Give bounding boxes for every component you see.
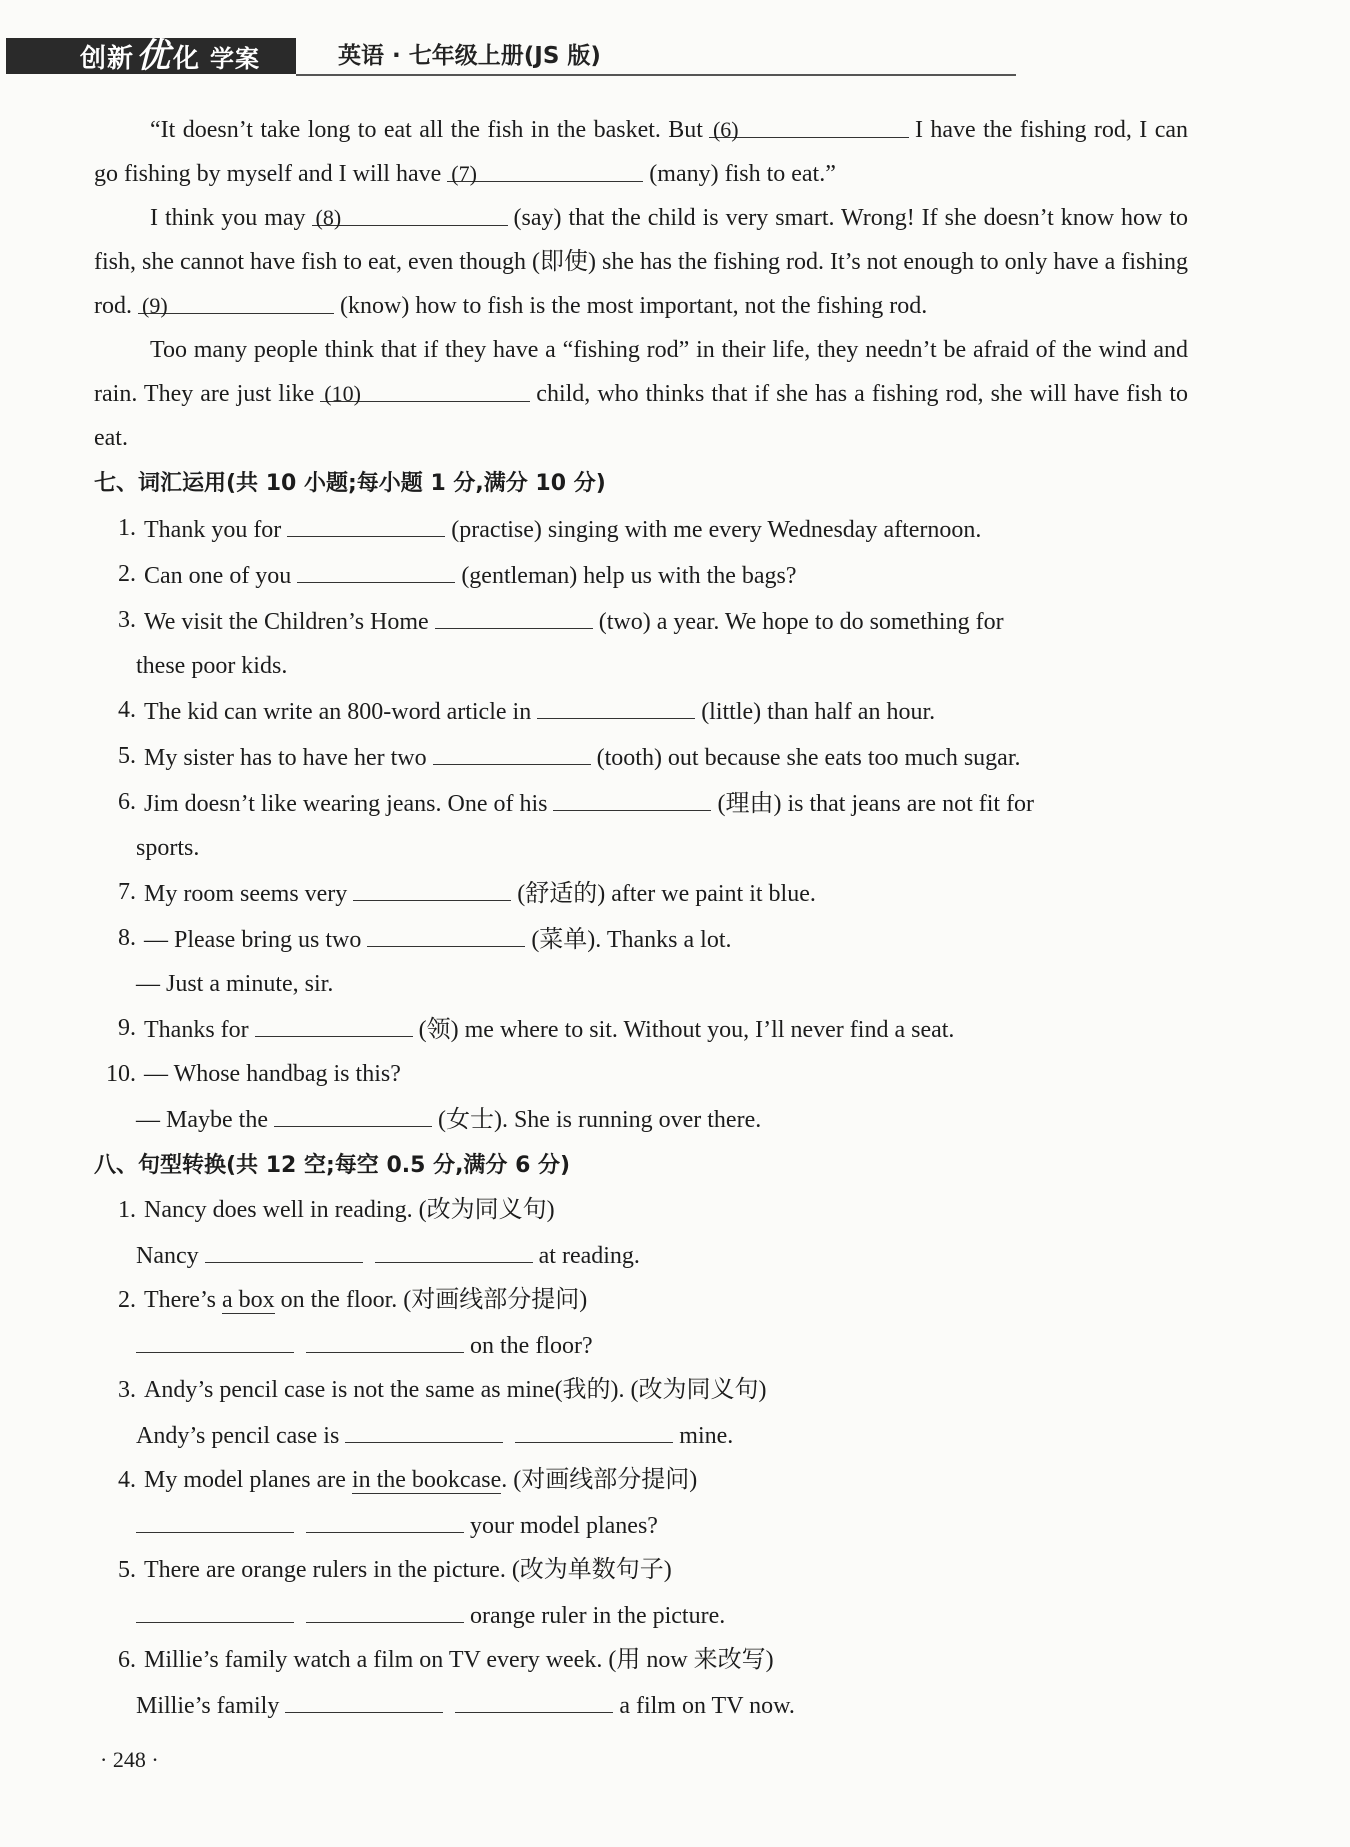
- answer-blank[interactable]: [255, 1006, 413, 1037]
- exercise-item: 5. There are orange rulers in the picture. (改为单数句子): [118, 1557, 672, 1583]
- answer-blank[interactable]: [345, 1412, 503, 1443]
- exercise-item: 3. We visit the Children’s Home (two) a year. We hope to do something for: [94, 598, 1188, 644]
- book-subject: 英语 · 七年级上册(JS 版): [338, 43, 601, 69]
- page-content: [94, 108, 1188, 1728]
- brand-text-b: 优: [136, 36, 172, 76]
- answer-line: on the floor?: [94, 1322, 1188, 1368]
- exercise-item-continued: — Maybe the (女士). She is running over there.: [94, 1096, 1188, 1142]
- answer-line: orange ruler in the picture.: [94, 1592, 1188, 1638]
- answer-line: Millie’s family a film on TV now.: [94, 1682, 1188, 1728]
- passage-paragraph: Too many people think that if they have a “fishing rod” in their life, they needn’t be afraid of the wind and rain. They are just like (10) child, who thinks that if she has a fishing rod, she will have fish to eat.: [94, 337, 1189, 451]
- exercise-item: 4. The kid can write an 800-word article in (little) than half an hour.: [94, 688, 1188, 734]
- answer-blank[interactable]: [285, 1682, 443, 1713]
- exercise-item-continued: sports.: [136, 835, 200, 861]
- brand-text-d: 学案: [210, 45, 261, 73]
- answer-blank[interactable]: [287, 506, 445, 537]
- answer-blank[interactable]: [455, 1682, 613, 1713]
- answer-blank[interactable]: [136, 1592, 294, 1623]
- answer-blank[interactable]: [375, 1232, 533, 1263]
- answer-blank[interactable]: [433, 734, 591, 765]
- passage-paragraph: I think you may (8) (say) that the child is very smart. Wrong! If she doesn’t know how to fish, she cannot have fish to eat, even though (即使) she has the fishing rod. It’s not enough to only have a fishing rod. (9) (know) how to fish is the most important, not the fishing rod.: [94, 196, 1188, 328]
- blank-7[interactable]: (7): [447, 152, 643, 182]
- answer-blank[interactable]: [136, 1502, 294, 1533]
- exercise-item: 2. Can one of you (gentleman) help us with the bags?: [94, 552, 1188, 598]
- exercise-item-continued: these poor kids.: [136, 653, 288, 679]
- answer-blank[interactable]: [136, 1322, 294, 1353]
- answer-blank[interactable]: [306, 1502, 464, 1533]
- exercise-item: 7. My room seems very (舒适的) after we paint it blue.: [94, 870, 1188, 916]
- exercise-item-continued: — Just a minute, sir.: [136, 971, 334, 997]
- blank-6[interactable]: (6): [709, 108, 909, 138]
- answer-blank[interactable]: [435, 598, 593, 629]
- exercise-item: 4. My model planes are in the bookcase. (对画线部分提问): [118, 1467, 698, 1493]
- section-title: 八、句型转换(共 12 空;每空 0.5 分,满分 6 分): [94, 1153, 571, 1178]
- blank-8[interactable]: (8): [312, 196, 508, 226]
- blank-10[interactable]: (10): [320, 372, 530, 402]
- exercise-item: 9. Thanks for (领) me where to sit. Without you, I’ll never find a seat.: [94, 1006, 1188, 1052]
- section-title: 七、词汇运用(共 10 小题;每小题 1 分,满分 10 分): [94, 471, 606, 496]
- answer-blank[interactable]: [297, 552, 455, 583]
- exercise-item: 5. My sister has to have her two (tooth) out because she eats too much sugar.: [94, 734, 1188, 780]
- answer-blank[interactable]: [515, 1412, 673, 1443]
- underlined-phrase: in the bookcase: [351, 1467, 502, 1493]
- exercise-item: 3. Andy’s pencil case is not the same as mine(我的). (改为同义句): [118, 1377, 767, 1403]
- blank-9[interactable]: (9): [138, 284, 334, 314]
- exercise-item: 6. Millie’s family watch a film on TV every week. (用 now 来改写): [118, 1647, 774, 1673]
- answer-blank[interactable]: [553, 780, 711, 811]
- exercise-item: 6. Jim doesn’t like wearing jeans. One of his (理由) is that jeans are not fit for: [94, 780, 1188, 826]
- answer-blank[interactable]: [367, 916, 525, 947]
- page-header: [6, 38, 1026, 78]
- underlined-phrase: a box: [221, 1287, 275, 1313]
- answer-line: Nancy at reading.: [94, 1232, 1188, 1278]
- answer-blank[interactable]: [306, 1592, 464, 1623]
- brand-text-c: 化: [173, 44, 201, 74]
- passage-paragraph: “It doesn’t take long to eat all the fish in the basket. But (6) I have the fishing rod, I can go fishing by myself and I will have (7) (many) fish to eat.”: [94, 108, 1188, 196]
- answer-blank[interactable]: [353, 870, 511, 901]
- exercise-item: 1. Nancy does well in reading. (改为同义句): [118, 1197, 555, 1223]
- exercise-item: 1. Thank you for (practise) singing with me every Wednesday afternoon.: [94, 506, 1188, 552]
- answer-blank[interactable]: [537, 688, 695, 719]
- answer-line: your model planes?: [94, 1502, 1188, 1548]
- answer-line: Andy’s pencil case is mine.: [94, 1412, 1188, 1458]
- page-number: · 248 ·: [100, 1747, 159, 1772]
- exercise-item: 10. — Whose handbag is this?: [106, 1061, 401, 1087]
- brand-logo: [6, 38, 296, 74]
- exercise-item: 8. — Please bring us two (菜单). Thanks a lot.: [94, 916, 1188, 962]
- brand-text-a: 创新: [80, 44, 135, 74]
- exercise-item: 2. There’s a box on the floor. (对画线部分提问): [118, 1287, 588, 1313]
- answer-blank[interactable]: [205, 1232, 363, 1263]
- answer-blank[interactable]: [306, 1322, 464, 1353]
- answer-blank[interactable]: [274, 1096, 432, 1127]
- header-rule: [296, 74, 1016, 76]
